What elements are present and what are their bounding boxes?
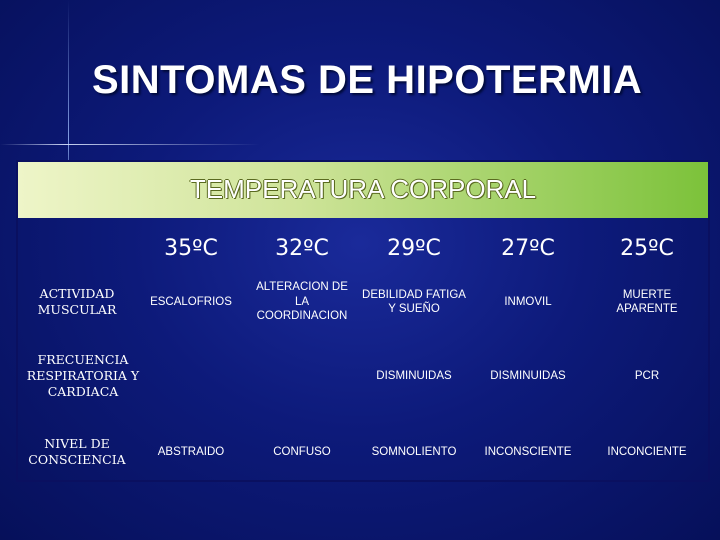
cell-frecuencia-27: DISMINUIDAS — [490, 369, 566, 382]
slide-title: SINTOMAS DE HIPOTERMIA — [92, 58, 643, 102]
temp-header-27: 27ºC — [501, 235, 555, 261]
cell-actividad-29: DEBILIDAD FATIGA Y SUEÑO — [362, 288, 466, 315]
temp-header-35: 35ºC — [164, 235, 218, 261]
cell-frecuencia-35 — [136, 358, 246, 394]
cell-actividad-32: ALTERACION DE LA COORDINACION — [256, 281, 348, 323]
cell-frecuencia-25: PCR — [634, 369, 660, 382]
symptoms-table — [18, 218, 708, 480]
row-label-nivel-consciencia: NIVEL DE CONSCIENCIA — [28, 435, 126, 467]
temp-header-32: 32ºC — [275, 235, 329, 261]
temp-header-29: 29ºC — [387, 235, 441, 261]
cell-actividad-35: ESCALOFRIOS — [150, 295, 232, 308]
table-header-title: TEMPERATURA CORPORAL — [189, 174, 537, 204]
row-label-actividad-muscular: ACTIVIDAD MUSCULAR — [37, 285, 117, 317]
cell-actividad-27: INMOVIL — [504, 295, 552, 308]
cell-frecuencia-32 — [246, 358, 358, 394]
cell-actividad-25: MUERTE APARENTE — [616, 288, 678, 315]
table-header-bar — [18, 162, 708, 218]
cell-nivel-35: ABSTRAIDO — [157, 445, 225, 458]
cell-nivel-27: INCONSCIENTE — [484, 445, 572, 458]
row-label-frecuencia: FRECUENCIA RESPIRATORIA Y CARDIACA — [26, 351, 140, 400]
cell-nivel-25: INCONCIENTE — [607, 445, 687, 458]
cell-nivel-32: CONFUSO — [273, 445, 331, 458]
decorative-horizontal-line — [0, 144, 260, 145]
temp-header-25: 25ºC — [620, 235, 674, 261]
cell-frecuencia-29: DISMINUIDAS — [376, 369, 452, 382]
cell-nivel-29: SOMNOLIENTO — [371, 445, 457, 458]
